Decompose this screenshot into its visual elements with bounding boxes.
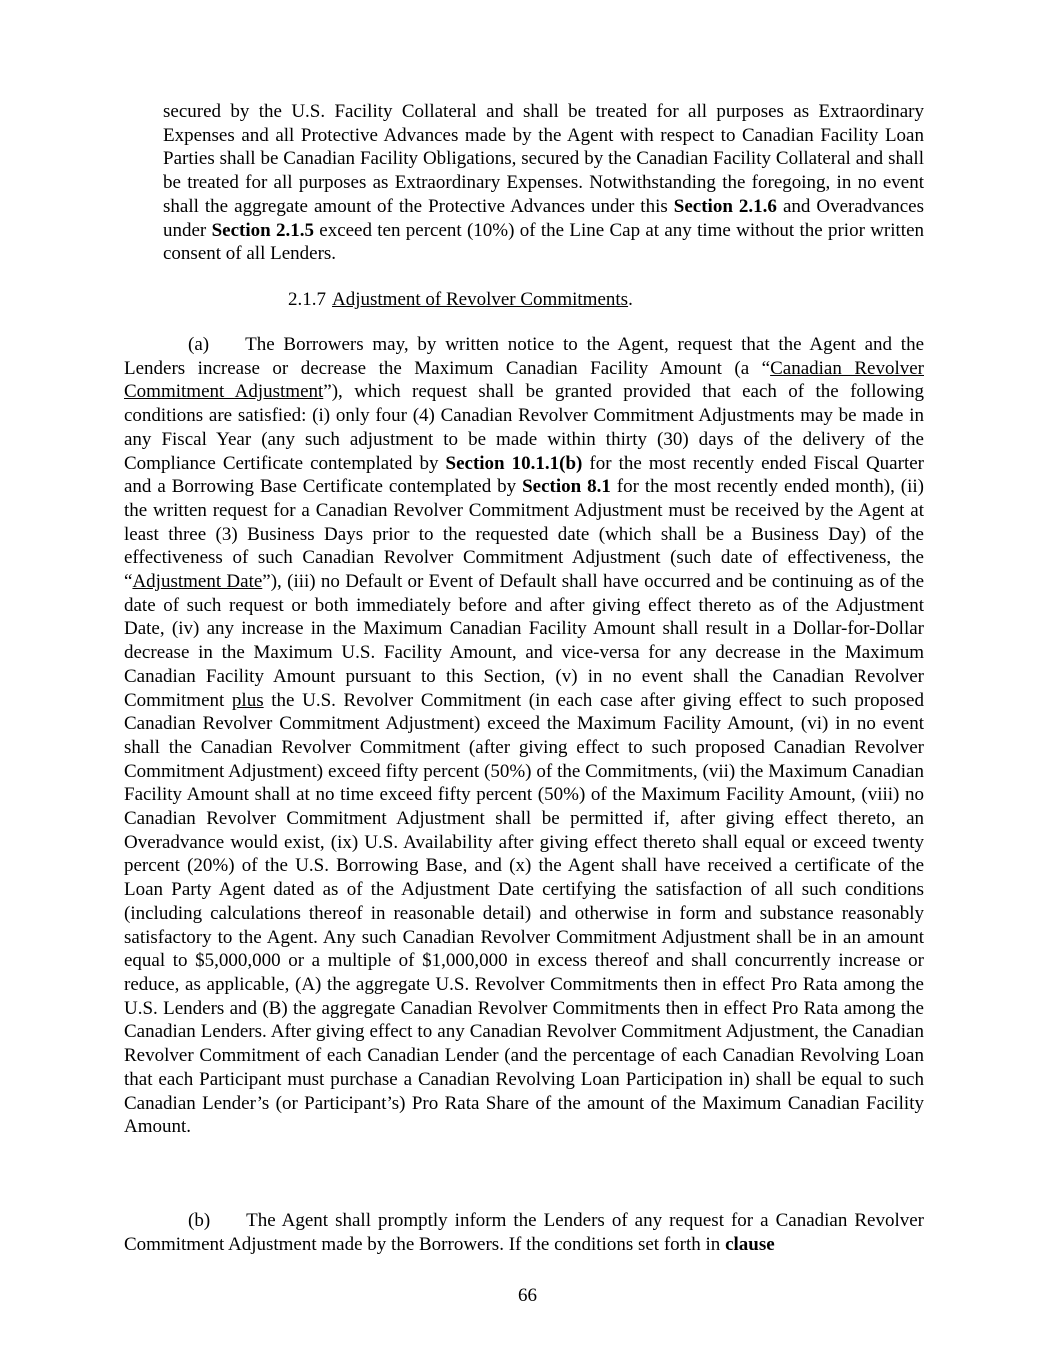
text-run: ”), which request shall be granted provided that each of the following conditions are satisfied: (i) only four (4) Canadian Revolver Commitment Adjustments may be made in any Fiscal Year (any such adjustment to be made within thirty (30) days of the delivery of the Compliance Certificate contemplated by: [124, 381, 924, 474]
text-run: the U.S. Revolver Commitment (in each case after giving effect to such proposed Canadian Revolver Commitment Adjustment) exceed the Maximum Facility Amount, (vi) in no event shall the Canadian Revolver Commitment (after giving effect to such proposed Canadian Revolver Commitment Adjustment) exceed fifty percent (50%) of the Commitments, (vii) the Maximum Canadian Facility Amount shall at no time exceed fifty percent (50%) of the Maximum Facility Amount, (viii) no Canadian Revolver Commitment Adjustment shall be permitted if, after giving effect thereto, an Overadvance would exist, (ix) U.S. Availability after giving effect thereto shall equal or exceed twenty percent (20%) of the U.S. Borrowing Base, and (x) the Agent shall have received a certificate of the Loan Party Agent dated as of the Adjustment Date certifying the satisfaction of all such conditions (including calculations thereof in reasonable detail) and otherwise in form and substance reasonably satisfactory to the Agent. Any such Canadian Revolver Commitment Adjustment shall be in an amount equal to $5,000,000 or a multiple of $1,000,000 in excess thereof and shall concurrently increase or reduce, as applicable, (A) the aggregate U.S. Revolver Commitments then in effect Pro Rata among the U.S. Lenders and (B) the aggregate Canadian Revolver Commitments then in effect Pro Rata among the Canadian Lenders. After giving effect to any Canadian Revolver Commitment Adjustment, the Canadian Revolver Commitment of each Canadian Lender (and the percentage of each Canadian Revolving Loan that each Participant must purchase a Canadian Revolving Loan Participation in) shall be equal to such Canadian Lender’s (or Participant’s) Pro Rata Share of the amount of the Maximum Canadian Facility Amount.: [124, 689, 924, 1138]
section-heading: [288, 288, 888, 312]
paragraph-b: [124, 1209, 924, 1256]
defined-term: Adjustment Date: [132, 571, 263, 593]
clause-reference: clause: [725, 1233, 775, 1255]
text-run: The Agent shall promptly inform the Lenders of any request for a Canadian Revolver Commitment Adjustment made by the Borrowers. If the conditions set forth in: [124, 1210, 924, 1255]
text-run: for the most recently ended Fiscal Quarter and a Borrowing Base Certificate contemplated by: [124, 452, 924, 498]
section-reference: Section 10.1.1(b): [445, 452, 583, 474]
defined-term: Canadian Revolver Commitment Adjustment: [124, 357, 924, 403]
section-reference: Section 8.1: [522, 476, 611, 498]
text-run: exceed ten percent (10%) of the Line Cap at any time without the prior written consent of all Lenders.: [163, 219, 925, 265]
text-run: for the most recently ended month), (ii) the written request for a Canadian Revolver Commitment Adjustment must be received by the Agent at least three (3) Business Days prior to the requested date (which shall be a Business Day) of the effectiveness of such Canadian Revolver Commitment Adjustment (such date of effectiveness, the “: [124, 476, 924, 593]
text-run: ”), (iii) no Default or Event of Default shall have occurred and be continuing as of the date of such request or both immediately before and after giving effect thereto as of the Adjustment Date, (iv) any increase in the Maximum Canadian Facility Amount shall result in a Dollar-for-Dollar decrease in the Maximum U.S. Facility Amount, and vice-versa for any decrease in the Maximum Canadian Facility Amount pursuant to this Section, (v) in no event shall the Canadian Revolver Commitment: [124, 571, 925, 711]
continued-paragraph: [163, 100, 924, 266]
section-reference: Section 2.1.5: [211, 219, 314, 241]
emphasis-term: plus: [231, 689, 264, 711]
section-title: Adjustment of Revolver Commitments: [332, 289, 629, 310]
text-run: and Overadvances under: [163, 195, 925, 241]
text-run: secured by the U.S. Facility Collateral and shall be treated for all purposes as Extraordinary Expenses and all Protective Advances made by the Agent with respect to Canadian Facility Loan Parties shall be Canadian Facility Obligations, secured by the Canadian Facility Collateral and shall be treated for all purposes as Extraordinary Expenses. Notwithstanding the foregoing, in no event shall the aggregate amount of the Protective Advances under this: [163, 101, 924, 217]
clause-label: (b): [188, 1210, 211, 1231]
section-reference: Section 2.1.6: [673, 195, 777, 217]
section-title-period: .: [628, 289, 633, 310]
clause-label: (a): [188, 334, 210, 355]
text-run: The Borrowers may, by written notice to the Agent, request that the Agent and the Lenders increase or decrease the Maximum Canadian Facility Amount (a “: [124, 334, 924, 379]
page-number: 66: [518, 1285, 537, 1306]
section-number: 2.1.7: [288, 289, 326, 310]
paragraph-a: [124, 333, 924, 1139]
